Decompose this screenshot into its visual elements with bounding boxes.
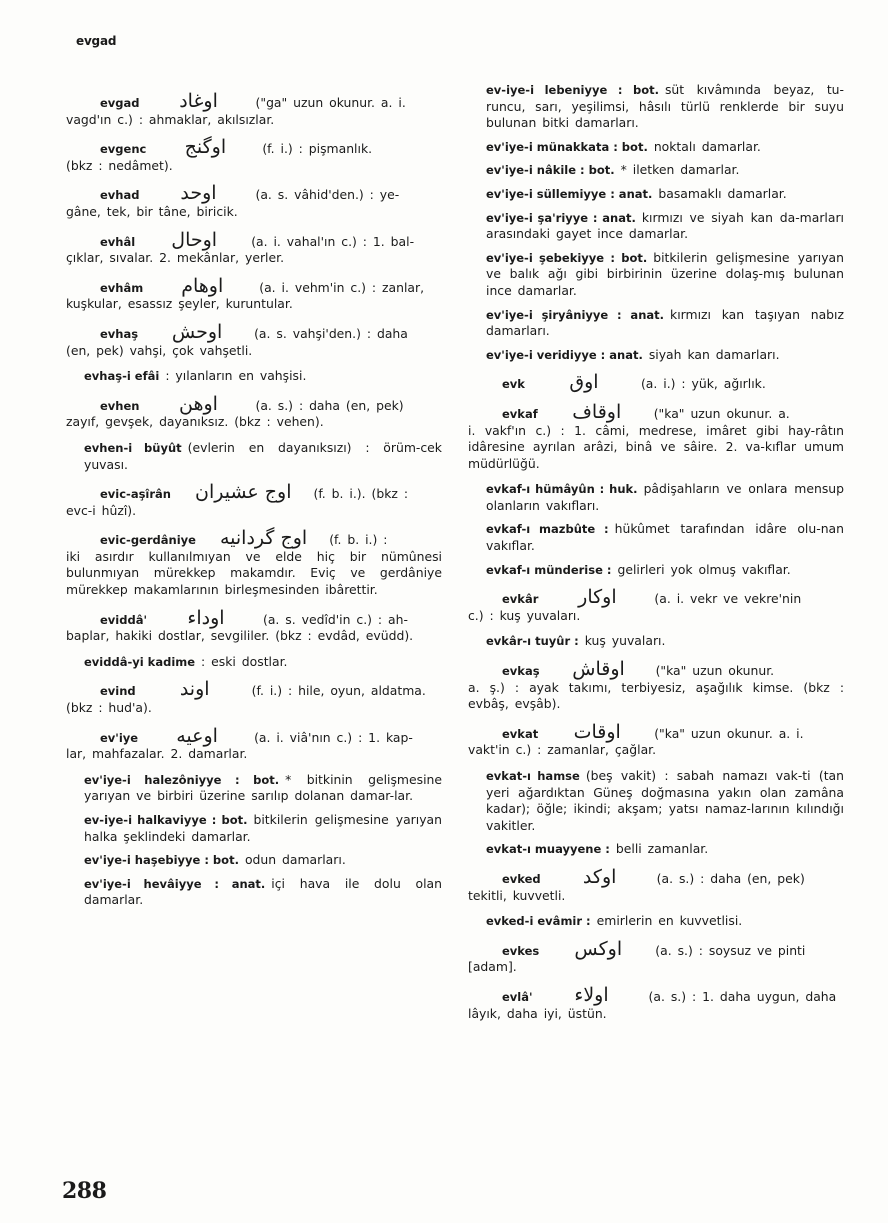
entry-headline [66, 274, 442, 297]
dictionary-entry [468, 658, 844, 713]
entry-definition: zayıf, gevşek, dayanıksız. (bkz : vehen). [66, 414, 324, 430]
entry-definition: evc-i hûzî). [66, 502, 137, 518]
entry-grammar: (a. s. vedîd'in c.) : ah- [262, 611, 408, 627]
entry-grammar: (a. s.) : daha (en, pek) [656, 870, 805, 886]
entry-grammar: (f. i.) : pişmanlık. [262, 141, 373, 157]
headword: evkâr [502, 592, 539, 607]
dictionary-entry [66, 182, 442, 220]
dictionary-entry [66, 876, 442, 909]
dictionary-entry [468, 186, 844, 203]
dictionary-entry [66, 724, 442, 763]
entry-grammar: (a. i.) : yük, ağırlık. [640, 376, 766, 392]
arabic-script: اوهن [179, 392, 218, 415]
headword: evgad [100, 96, 140, 110]
entry-definition: lâyık, daha iyi, üstün. [468, 1005, 607, 1021]
dictionary-entry [468, 371, 844, 394]
dictionary-entry [66, 852, 442, 869]
left-column [66, 82, 442, 916]
sub-headword: ev'iye-i haşebiyye : bot. [84, 853, 239, 868]
sub-headword: ev'iye-i halezôniyye : bot. [84, 772, 280, 787]
dictionary-entry [66, 368, 442, 385]
sub-headword: ev-iye-i lebeniyye : bot. [486, 83, 659, 97]
entry-definition: vagd'ın c.) : ahmaklar, akılsızlar. [66, 111, 275, 127]
sub-definition: basamaklı damarlar. [658, 185, 787, 201]
arabic-script: اوج گردانيه [219, 527, 308, 550]
entry-headline [468, 371, 844, 394]
entry-definition: gâne, tek, bir tâne, biricik. [66, 203, 238, 219]
entry-headline [66, 392, 442, 415]
entry-headline [66, 320, 442, 343]
sub-definition: siyah kan damarları. [648, 346, 780, 362]
entry-headline [66, 182, 442, 205]
sub-headword: evked-i evâmir : [486, 914, 591, 929]
entry-definition: baplar, hakiki dostlar, sevgililer. (bkz : evdâd, evüdd). [66, 628, 414, 644]
dictionary-entry [468, 937, 844, 976]
entry-definition: i. vakf'ın c.) : 1. câmi, medrese, imâret gibi hay-râtın idâresine ayrılan arâzi, binâ ve sâire. 2. va-kıflar umum müdürlüğü. [468, 422, 844, 471]
entry-grammar: (a. i. vehm'in c.) : zanlar, [259, 279, 425, 295]
sub-headword: ev'iye-i nâkile : bot. [486, 163, 615, 178]
headword: evhen [100, 398, 140, 413]
entry-definition: a. ş.) : ayak takımı, terbiyesiz, aşağılık kimse. (bkz : evbâş, evşâb). [468, 679, 844, 712]
entry-headline [468, 865, 844, 888]
sub-headword: evhaş-i efâi [84, 369, 160, 384]
sub-definition: (beş vakit) : sabah namazı vak-ti (tan yeri ağardıktan Güneş doğmasına yakın olan zamâna kadar); öğle; ikindi; akşam; yatsı namaz-larının kılındığı vakitler. [486, 768, 845, 833]
entry-definition: [adam]. [468, 959, 517, 975]
dictionary-entry [468, 913, 844, 930]
sub-definition: bitkilerin gelişmesine yarıyan ve balık ağı gibi birbirinin üzerine dolaş-mış bulunan ince damarlar. [486, 249, 844, 298]
headword: ev'iye [100, 730, 139, 745]
dictionary-entry [468, 865, 844, 904]
entry-headline [468, 983, 844, 1006]
entry-headline [66, 527, 442, 550]
sub-headword: ev'iye-i şebekiyye : bot. [486, 250, 648, 265]
headword: evkat [502, 726, 539, 741]
entry-grammar: (a. i. vahal'ın c.) : 1. bal- [251, 233, 415, 249]
sub-headword: evkaf-ı mazbûte : [486, 522, 609, 537]
dictionary-entry [468, 400, 844, 472]
sub-definition: kırmızı ve siyah kan da-marları arasındaki gayet ince damarlar. [486, 209, 844, 242]
dictionary-entry [468, 307, 844, 340]
entry-grammar: (f. b. i.) : [329, 532, 388, 548]
sub-definition: gelirleri yok olmuş vakıflar. [617, 561, 791, 577]
entry-grammar: (a. i. vekr ve vekre'nin [654, 591, 802, 607]
dictionary-entry [468, 720, 844, 759]
dictionary-entry [66, 654, 442, 671]
dictionary-entry [66, 812, 442, 845]
dictionary-entry [66, 481, 442, 519]
dictionary-entry [468, 347, 844, 364]
dictionary-entry [468, 768, 844, 834]
arabic-script: اوقات [573, 720, 621, 743]
sub-definition: emirlerin en kuvvetlisi. [596, 913, 743, 929]
arabic-script: اوكار [578, 586, 617, 609]
arabic-script: اوهام [181, 274, 224, 297]
headword: evk [502, 377, 525, 392]
sub-definition: içi hava ile dolu olan damarlar. [84, 875, 442, 908]
sub-headword: ev'iye-i şiryâniyye : anat. [486, 307, 665, 322]
sub-definition: belli zamanlar. [615, 841, 709, 857]
dictionary-entry [468, 139, 844, 156]
headword: evhâl [100, 234, 136, 249]
entry-grammar: (a. s.) : daha (en, pek) [255, 397, 404, 413]
entry-headline [66, 90, 442, 112]
headword: evhad [100, 188, 140, 203]
entry-grammar: ("ka" uzun okunur. a. i. [654, 725, 804, 741]
dictionary-entry [468, 841, 844, 858]
entry-grammar: (a. s.) : 1. daha uygun, daha [648, 988, 837, 1004]
dictionary-entry [66, 320, 442, 359]
entry-definition: (en, pek) vahşi, çok vahşetli. [66, 342, 253, 358]
headword: evhâm [100, 280, 144, 295]
sub-definition: bitkilerin gelişmesine yarıyan halka şeklindeki damarlar. [84, 812, 442, 844]
arabic-script: اوق [569, 371, 599, 394]
entry-grammar: (a. s. vahşi'den.) : daha [254, 325, 408, 341]
entry-headline [468, 937, 844, 960]
headword: evkaf [502, 406, 538, 421]
arabic-script: اوداء [187, 606, 225, 629]
arabic-script: اوقاف [572, 400, 622, 423]
dictionary-entry [66, 440, 442, 473]
sub-definition: * bitkinin gelişmesine yarıyan ve birbiri üzerine sarılıp dolanan damar-lar. [84, 771, 442, 804]
sub-headword: evkat-ı muayyene : [486, 842, 610, 857]
sub-definition: pâdişahların ve onlara mensup olanların vakıfları. [486, 481, 844, 513]
sub-definition: : eski dostlar. [201, 653, 288, 669]
entry-definition: (bkz : hud'a). [66, 700, 152, 716]
sub-headword: ev'iye-i veridiyye : anat. [486, 347, 643, 362]
dictionary-entry [468, 521, 844, 554]
sub-headword: evhen-i büyût [84, 440, 182, 455]
sub-headword: evkaf-ı münderise : [486, 562, 612, 577]
arabic-script: اوقاش [572, 658, 625, 681]
headword: evic-gerdâniye [100, 533, 196, 548]
entry-definition: tekitli, kuvvetli. [468, 887, 566, 903]
entry-headline [66, 228, 442, 251]
arabic-script: اوند [179, 678, 210, 701]
sub-headword: eviddâ-yi kadime [84, 654, 196, 669]
sub-definition: kırmızı kan taşıyan nabız damarları. [486, 306, 844, 339]
entry-grammar: (f. b. i.). (bkz : [313, 486, 408, 502]
entry-definition: çıklar, sıvalar. 2. mekânlar, yerler. [66, 250, 285, 266]
sub-definition: : yılanların en vahşisi. [165, 368, 307, 384]
headword: evked [502, 871, 541, 886]
dictionary-entry [468, 210, 844, 243]
sub-headword: evkat-ı hamse [486, 769, 580, 783]
sub-definition: (evlerin en dayanıksızı) : örüm-cek yuvası. [84, 439, 442, 472]
entry-definition: c.) : kuş yuvaları. [468, 607, 581, 623]
entry-headline [468, 586, 844, 609]
headword: evind [100, 684, 136, 699]
right-column [468, 82, 844, 1031]
entry-grammar: ("ka" uzun okunur. a. [653, 405, 790, 421]
dictionary-entry [66, 606, 442, 645]
dictionary-entry [468, 481, 844, 514]
entry-grammar: (a. s.) : soysuz ve pinti [655, 942, 806, 958]
entry-headline [66, 724, 442, 747]
sub-definition: süt kıvâmında beyaz, tu-runcu, sarı, yeşilimsi, hâsılı türlü renklerde bir suyu bulunan bitki damarları. [486, 82, 844, 131]
sub-definition: hükûmet tarafından idâre olu-nan vakıflar. [486, 521, 844, 554]
sub-headword: evkâr-ı tuyûr : [486, 634, 579, 649]
entry-definition: lar, mahfazalar. 2. damarlar. [66, 746, 248, 762]
arabic-script: اوحش [171, 320, 223, 343]
dictionary-entry [468, 562, 844, 579]
dictionary-entry [468, 162, 844, 179]
entry-headline [66, 136, 442, 159]
entry-headline [468, 658, 844, 681]
dictionary-entry [66, 772, 442, 805]
dictionary-entry [468, 82, 844, 132]
sub-headword: evkaf-ı hümâyûn : huk. [486, 482, 638, 497]
headword: evgenc [100, 142, 147, 157]
headword: evic-aşîrân [100, 487, 171, 502]
sub-headword: ev-iye-i halkaviyye : bot. [84, 813, 248, 827]
dictionary-entry [66, 527, 442, 598]
entry-grammar: (f. i.) : hile, oyun, aldatma. [251, 683, 426, 699]
entry-headline [66, 606, 442, 629]
arabic-script: اوحد [180, 182, 217, 205]
sub-headword: ev'iye-i süllemiyye : anat. [486, 186, 653, 201]
arabic-script: اوغاد [179, 90, 218, 112]
arabic-script: اوگنج [184, 136, 227, 159]
dictionary-entry [468, 586, 844, 624]
arabic-script: اوج عشيران [195, 481, 292, 504]
entry-definition: (bkz : nedâmet). [66, 157, 173, 173]
arabic-script: اولاء [574, 983, 609, 1006]
sub-definition: odun damarları. [244, 852, 346, 868]
entry-grammar: (a. s. vâhid'den.) : ye- [255, 187, 400, 203]
entry-definition: vakt'in c.) : zamanlar, çağlar. [468, 742, 657, 758]
running-head: evgad [76, 34, 117, 48]
entry-headline [468, 720, 844, 743]
sub-definition: noktalı damarlar. [653, 138, 761, 154]
headword: evkaş [502, 664, 540, 679]
arabic-script: اوكد [582, 865, 617, 888]
arabic-script: اوكس [574, 937, 623, 960]
entry-grammar: ("ka" uzun okunur. [655, 663, 775, 679]
headword: eviddâ' [100, 612, 147, 627]
dictionary-entry [468, 983, 844, 1022]
page-number: 288 [62, 1178, 107, 1204]
entry-headline [468, 400, 844, 423]
headword: evkes [502, 943, 540, 958]
dictionary-entry [66, 678, 442, 716]
sub-headword: ev'iye-i şa'riyye : anat. [486, 210, 636, 225]
dictionary-entry [66, 90, 442, 128]
arabic-script: اوحال [171, 228, 218, 251]
dictionary-entry [66, 228, 442, 267]
headword: evlâ' [502, 989, 533, 1004]
entry-definition: iki asırdır kullanılmıyan ve elde hiç bir nümûnesi bulunmıyan mürekkep makamdır. Eviç ve gerdâniye mürekkep makamlarının birleşmesinden ibârettir. [66, 548, 442, 598]
dictionary-entry [66, 392, 442, 431]
entry-definition: kuşkular, esassız şeyler, kuruntular. [66, 296, 293, 312]
entry-grammar: (a. i. viâ'nın c.) : 1. kap- [254, 729, 413, 745]
headword: evhaş [100, 326, 139, 341]
dictionary-entry [66, 274, 442, 313]
sub-definition: * iletken damarlar. [620, 162, 740, 178]
entry-headline [66, 481, 442, 504]
entry-grammar: ("ga" uzun okunur. a. i. [255, 95, 406, 110]
sub-headword: ev'iye-i münakkata : bot. [486, 139, 648, 154]
dictionary-entry [468, 633, 844, 650]
sub-headword: ev'iye-i hevâiyye : anat. [84, 876, 266, 891]
sub-definition: kuş yuvaları. [584, 633, 666, 649]
dictionary-entry [468, 250, 844, 300]
dictionary-entry [66, 136, 442, 174]
entry-headline [66, 678, 442, 701]
arabic-script: اوعيه [176, 724, 218, 747]
